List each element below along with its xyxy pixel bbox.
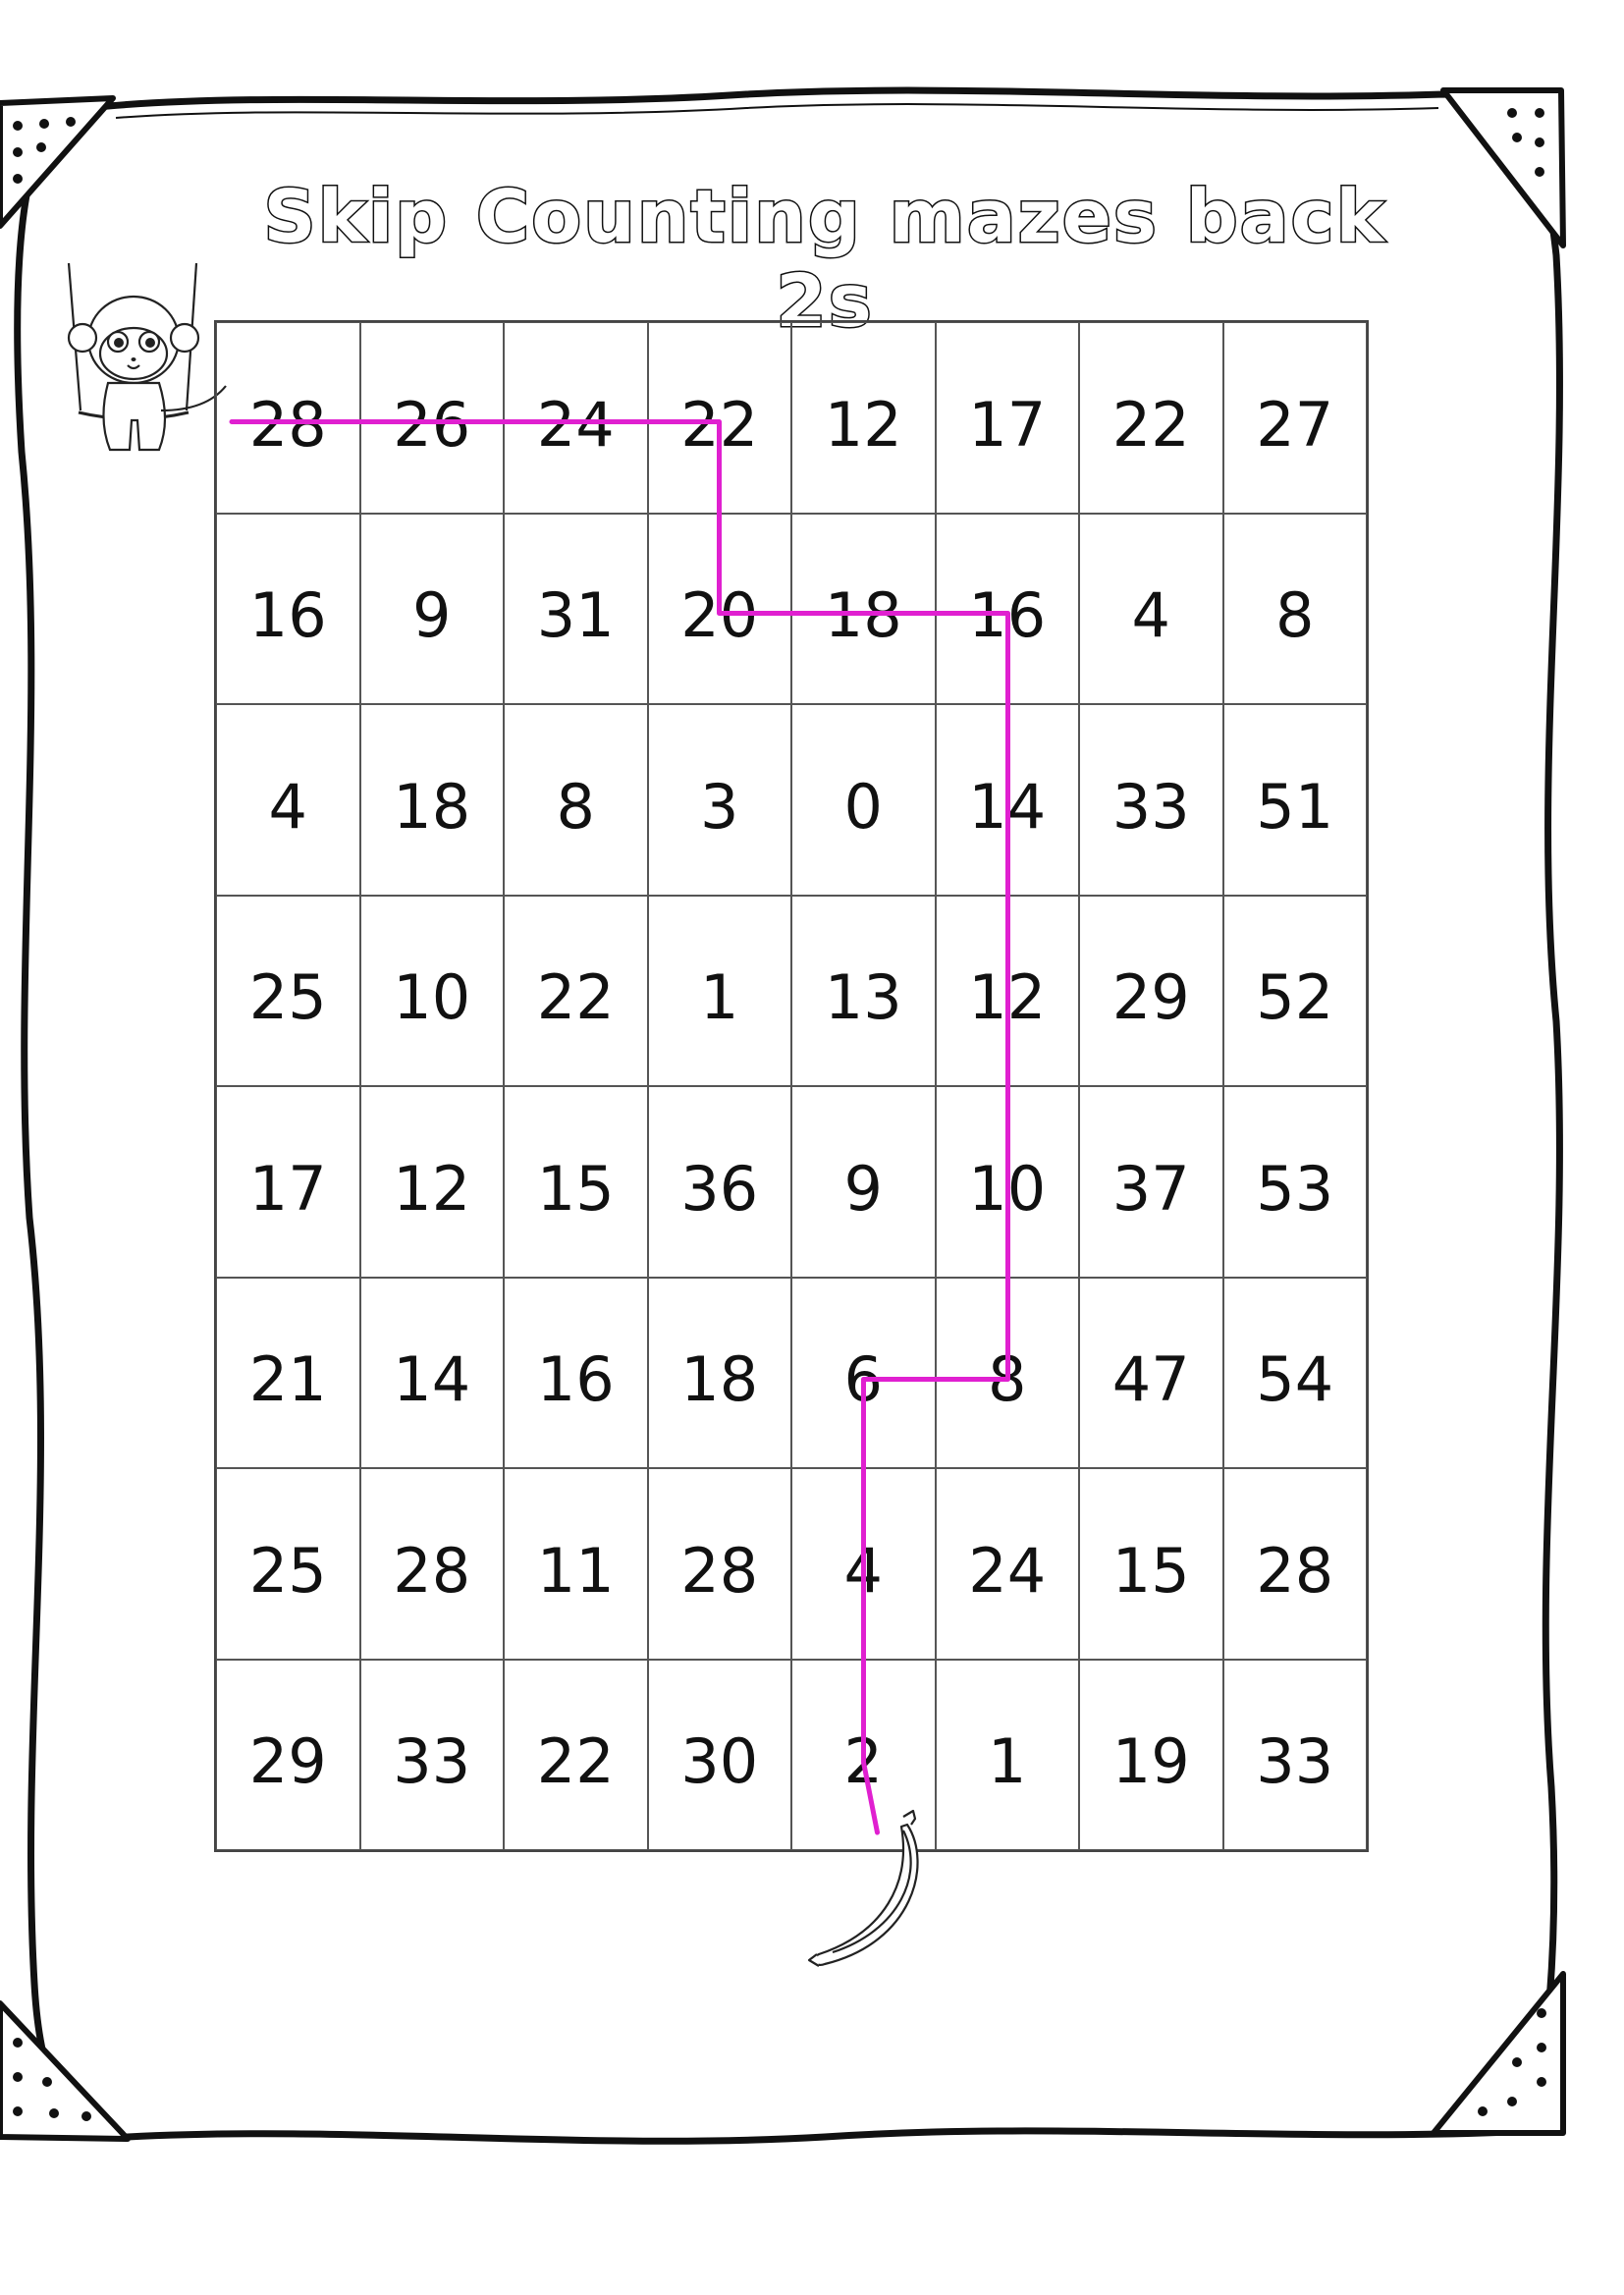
maze-cell: 13 xyxy=(791,896,936,1087)
maze-cell: 22 xyxy=(648,322,792,514)
maze-cell: 28 xyxy=(216,322,360,514)
maze-cell: 51 xyxy=(1223,704,1368,896)
maze-cell: 16 xyxy=(216,514,360,705)
maze-cell: 27 xyxy=(1223,322,1368,514)
maze-cell: 29 xyxy=(1079,896,1223,1087)
maze-cell: 15 xyxy=(504,1086,648,1278)
maze-cell: 24 xyxy=(936,1468,1080,1660)
maze-cell: 20 xyxy=(648,514,792,705)
maze-cell: 10 xyxy=(360,896,505,1087)
maze-cell: 28 xyxy=(648,1468,792,1660)
maze-cell: 14 xyxy=(360,1278,505,1469)
maze-cell: 12 xyxy=(360,1086,505,1278)
maze-cell: 12 xyxy=(791,322,936,514)
maze-cell: 33 xyxy=(1079,704,1223,896)
corner-bottom-left-icon xyxy=(0,2003,128,2139)
maze-cell: 37 xyxy=(1079,1086,1223,1278)
maze-cell: 22 xyxy=(504,1660,648,1851)
banana-icon xyxy=(805,1805,952,1982)
maze-cell: 0 xyxy=(791,704,936,896)
maze-cell: 30 xyxy=(648,1660,792,1851)
monkey-on-swing-icon xyxy=(39,263,236,499)
maze-cell: 9 xyxy=(360,514,505,705)
maze-cell: 15 xyxy=(1079,1468,1223,1660)
maze-cell: 36 xyxy=(648,1086,792,1278)
maze-cell: 31 xyxy=(504,514,648,705)
maze-cell: 47 xyxy=(1079,1278,1223,1469)
maze-cell: 19 xyxy=(1079,1660,1223,1851)
maze-cell: 8 xyxy=(504,704,648,896)
maze-cell: 1 xyxy=(648,896,792,1087)
maze-cell: 28 xyxy=(1223,1468,1368,1660)
maze-cell: 25 xyxy=(216,1468,360,1660)
maze-cell: 4 xyxy=(216,704,360,896)
maze-cell: 16 xyxy=(504,1278,648,1469)
maze-cell: 12 xyxy=(936,896,1080,1087)
maze-cell: 18 xyxy=(648,1278,792,1469)
maze-cell: 10 xyxy=(936,1086,1080,1278)
maze-cell: 29 xyxy=(216,1660,360,1851)
maze-cell: 8 xyxy=(1223,514,1368,705)
maze-cell: 3 xyxy=(648,704,792,896)
maze-cell: 21 xyxy=(216,1278,360,1469)
maze-cell: 24 xyxy=(504,322,648,514)
maze-cell: 8 xyxy=(936,1278,1080,1469)
corner-top-right-icon xyxy=(1443,90,1563,246)
maze-cell: 52 xyxy=(1223,896,1368,1087)
maze-cell: 33 xyxy=(1223,1660,1368,1851)
maze-cell: 11 xyxy=(504,1468,648,1660)
maze-cell: 17 xyxy=(936,322,1080,514)
maze-cell: 22 xyxy=(1079,322,1223,514)
maze-cell: 25 xyxy=(216,896,360,1087)
corner-top-left-icon xyxy=(0,98,113,226)
corner-bottom-right-icon xyxy=(1434,1974,1563,2133)
maze-cell: 14 xyxy=(936,704,1080,896)
maze-cell: 6 xyxy=(791,1278,936,1469)
maze-cell: 4 xyxy=(791,1468,936,1660)
maze-cell: 4 xyxy=(1079,514,1223,705)
maze-cell: 22 xyxy=(504,896,648,1087)
maze-cell: 18 xyxy=(791,514,936,705)
worksheet-title: Skip Counting mazes back 2s xyxy=(263,175,1386,344)
maze-cell: 53 xyxy=(1223,1086,1368,1278)
maze-cell: 17 xyxy=(216,1086,360,1278)
maze-cell: 18 xyxy=(360,704,505,896)
maze-grid xyxy=(214,320,1369,1852)
maze-cell: 2 xyxy=(791,1660,936,1851)
maze-cell: 28 xyxy=(360,1468,505,1660)
maze-cell: 33 xyxy=(360,1660,505,1851)
maze-cell: 54 xyxy=(1223,1278,1368,1469)
maze-cell: 1 xyxy=(936,1660,1080,1851)
maze-cell: 26 xyxy=(360,322,505,514)
maze-cell: 9 xyxy=(791,1086,936,1278)
maze-cell: 16 xyxy=(936,514,1080,705)
